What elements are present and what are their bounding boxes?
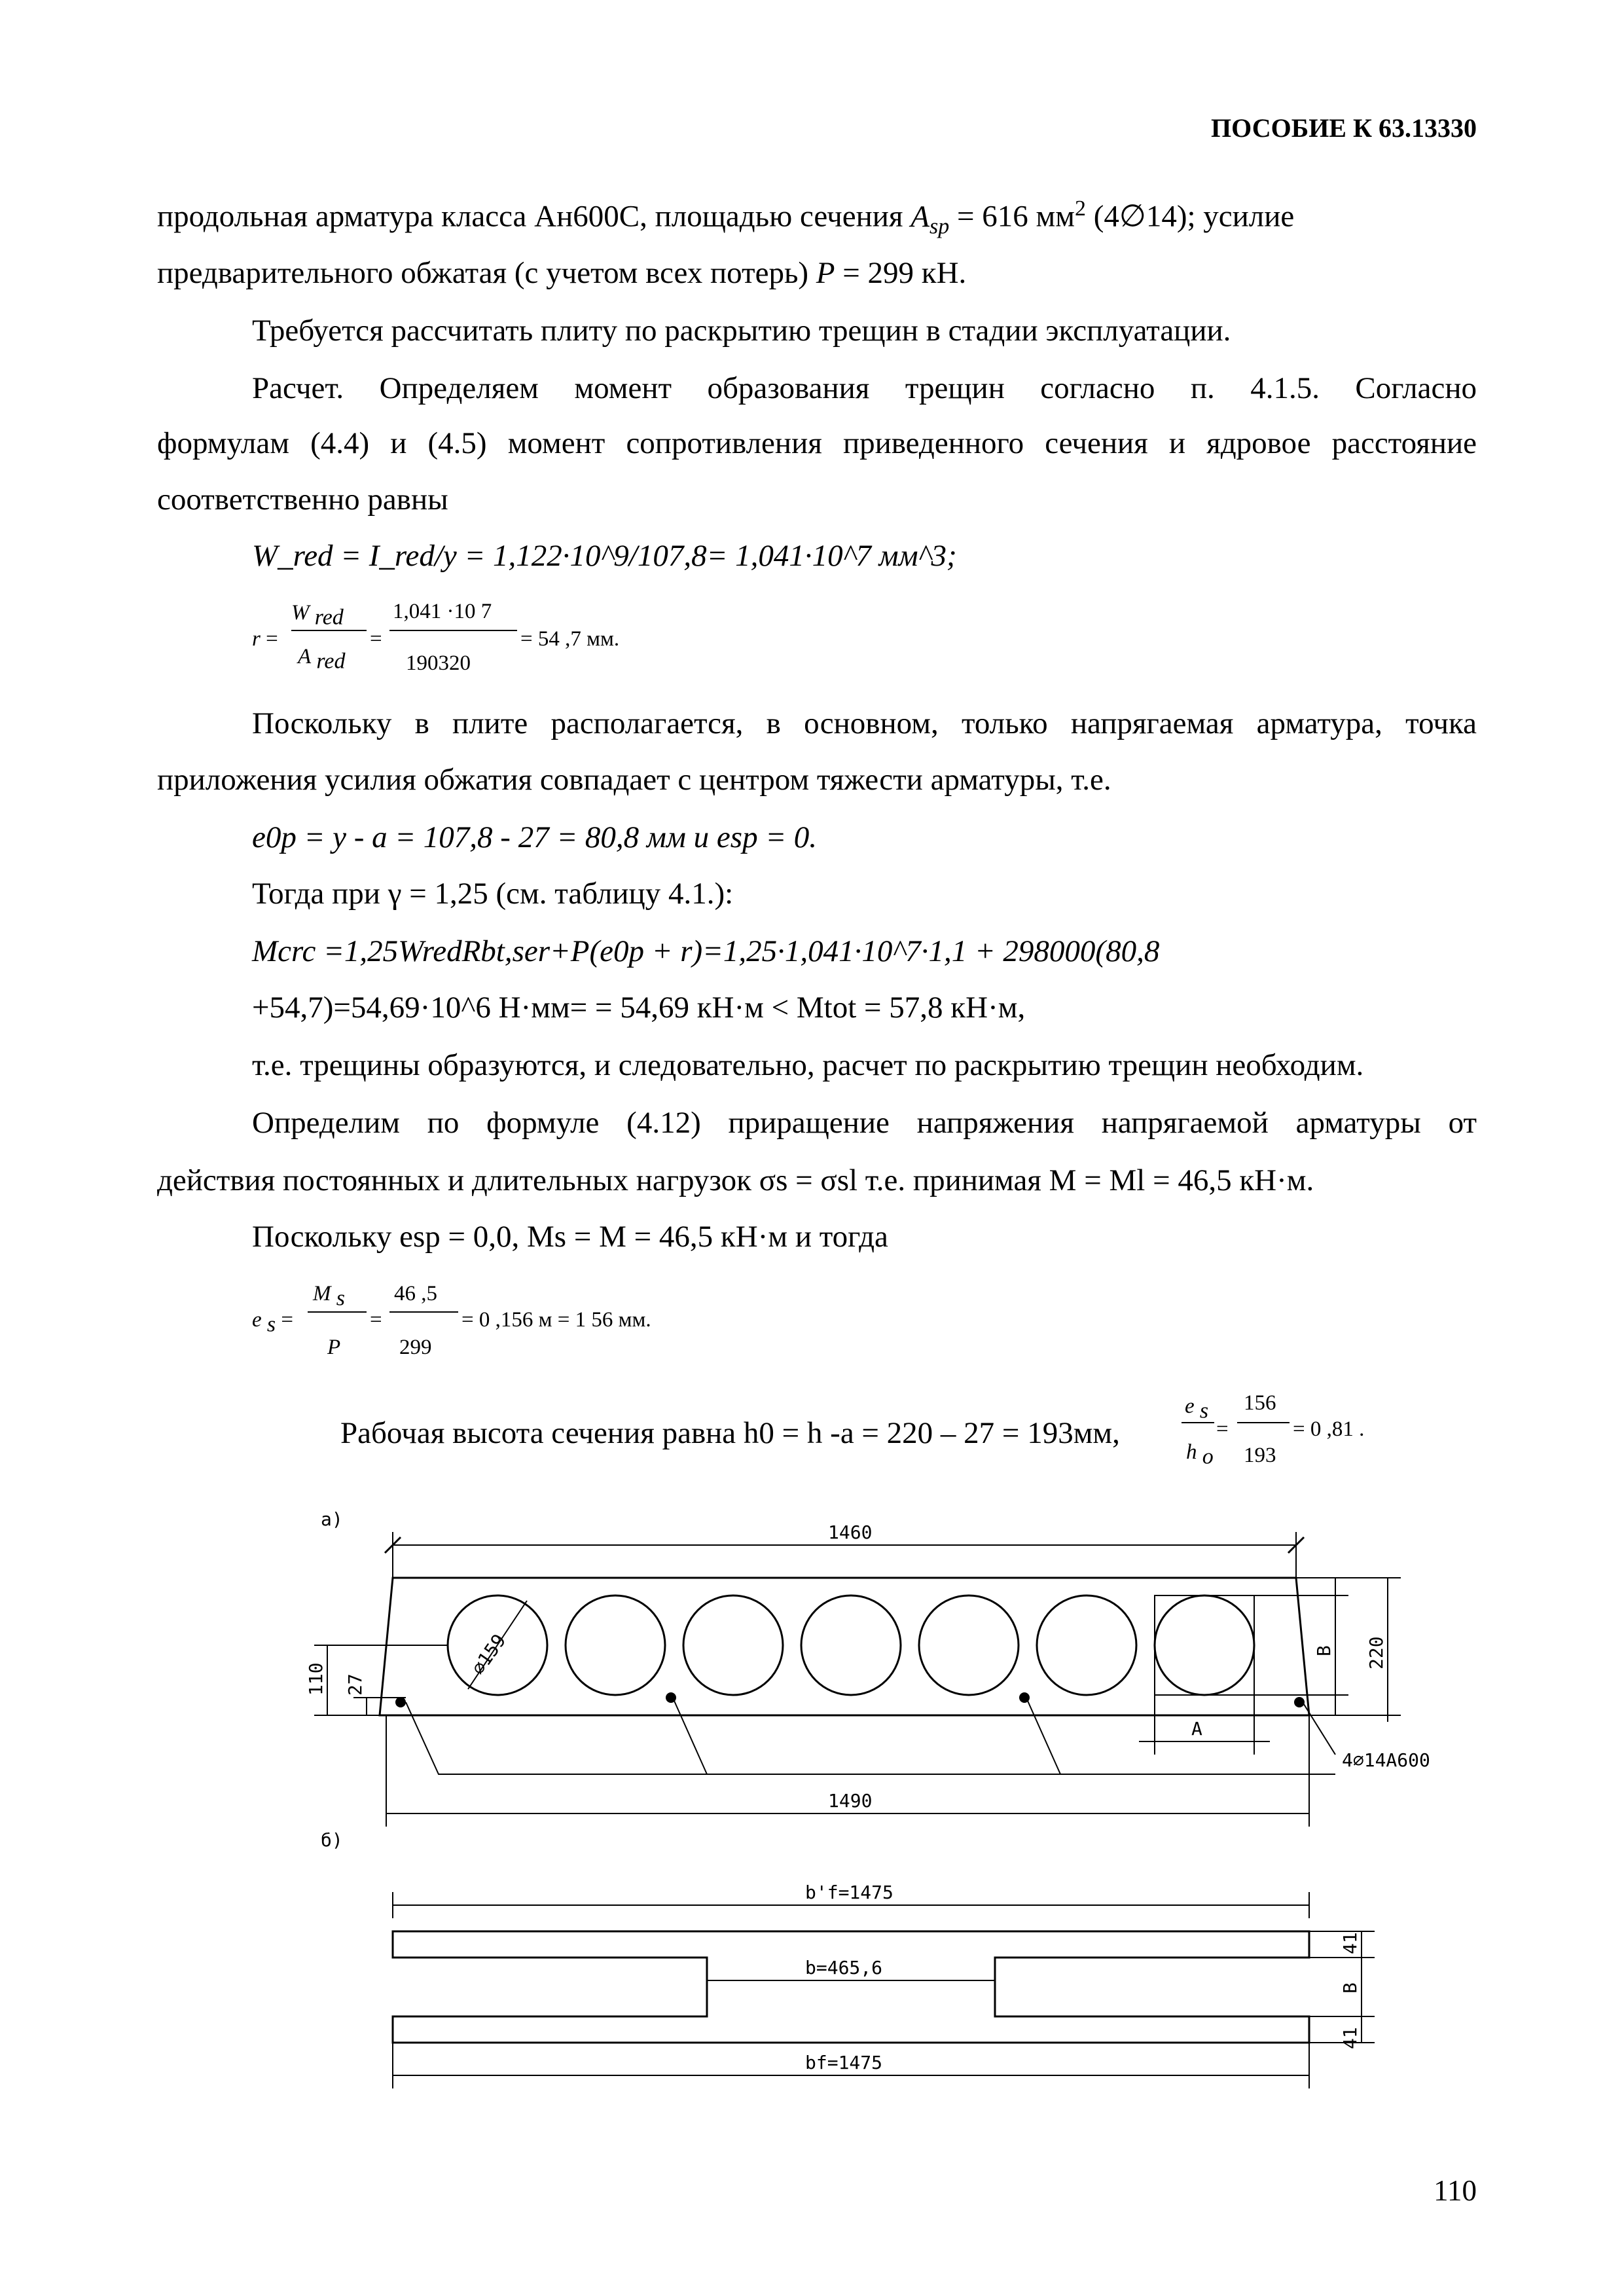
paragraph-3-line-2: формулам (4.4) и (4.5) момент сопротивления приведенного сечения и ядровое расстояние bbox=[157, 426, 1477, 460]
dim-220: 220 bbox=[1365, 1636, 1387, 1669]
dim-1460: 1460 bbox=[828, 1522, 873, 1543]
dim-a: A bbox=[1191, 1718, 1202, 1740]
dim-b-web: b=465,6 bbox=[805, 1957, 883, 1978]
formula-r-result: = 54 ,7 мм. bbox=[520, 627, 620, 651]
paragraph-3-line-3: соответственно равны bbox=[157, 483, 448, 517]
paragraph-5: Тогда при γ = 1,25 (см. таблицу 4.1.): bbox=[252, 877, 734, 911]
dim-bf-bottom: bf=1475 bbox=[805, 2052, 883, 2073]
paragraph-1-line-1: продольная арматура класса Ан600С, площадью сечения $A_{sp} = 616$ $мм^2$ (4∅14); усилие bbox=[157, 196, 1295, 239]
formula-es-result: = 0 ,156 м = 1 56 мм. bbox=[461, 1308, 651, 1332]
dim-110: 110 bbox=[305, 1662, 327, 1696]
page-number: 110 bbox=[1434, 2174, 1477, 2207]
formula-e0p: e0p = y - a = 107,8 - 27 = 80,8 мм и esp = 0. bbox=[252, 820, 818, 854]
paragraph-8: Поскольку esp = 0,0, Ms = M = 46,5 кН·м и тогда bbox=[252, 1220, 888, 1254]
i-section-outline bbox=[393, 1931, 1309, 2043]
formula-w-red: W_red = I_red/y = 1,122·10^9/107,8= 1,041·10^7 мм^3; bbox=[252, 539, 957, 573]
paragraph-7-line-2: действия постоянных и длительных нагрузок σs = σsl т.е. принимая M = Ml = 46,5 кН·м. bbox=[157, 1163, 1314, 1197]
void-circle-2 bbox=[566, 1595, 665, 1695]
dim-bf-top: b'f=1475 bbox=[805, 1882, 893, 1903]
paragraph-7-line-1: Определим по формуле (4.12) приращение напряжения напрягаемой арматуры от bbox=[252, 1106, 1477, 1140]
paragraph-9: Рабочая высота сечения равна h0 = h -a = 220 – 27 = 193мм, bbox=[340, 1416, 1120, 1450]
dim-41-bottom: 41 bbox=[1339, 2027, 1361, 2049]
void-circle-6 bbox=[1037, 1595, 1136, 1695]
paragraph-2: Требуется рассчитать плиту по раскрытию трещин в стадии эксплуатации. bbox=[252, 314, 1231, 348]
paragraph-6: т.е. трещины образуются, и следовательно, расчет по раскрытию трещин необходим. bbox=[252, 1048, 1364, 1082]
rebar-dot-1 bbox=[395, 1697, 406, 1707]
formula-es-denominator: 299 bbox=[399, 1336, 432, 1359]
formula-mcrc-2: +54,7)=54,69·10^6 Н·мм= = 54,69 кН·м < Mtot = 57,8 кН·м, bbox=[252, 991, 1026, 1025]
formula-ratio-denominator: 193 bbox=[1244, 1444, 1276, 1467]
dim-41-top: 41 bbox=[1339, 1932, 1361, 1954]
formula-ratio-numerator: 156 bbox=[1244, 1391, 1276, 1415]
formula-r-numerator: 1,041 ·10 7 bbox=[393, 600, 492, 623]
void-circle-3 bbox=[683, 1595, 783, 1695]
paragraph-1-line-2: предварительного обжатая (с учетом всех потерь) P = 299 кН. bbox=[157, 256, 967, 290]
rebar-label: 4⌀14А600 bbox=[1342, 1749, 1430, 1771]
rebar-dot-4 bbox=[1294, 1697, 1305, 1707]
rebar-dot-2 bbox=[666, 1692, 676, 1703]
dim-b-2: B bbox=[1339, 1982, 1361, 1994]
formula-r-denominator: 190320 bbox=[406, 651, 471, 675]
formula-ratio-result: = 0 ,81 . bbox=[1293, 1417, 1365, 1441]
dim-1490: 1490 bbox=[828, 1790, 873, 1812]
void-circle-4 bbox=[801, 1595, 901, 1695]
void-circle-5 bbox=[919, 1595, 1019, 1695]
paragraph-3-line-1: Расчет. Определяем момент образования трещин согласно п. 4.1.5. Согласно bbox=[252, 371, 1477, 405]
formula-r: r = bbox=[252, 627, 278, 651]
dim-b: B bbox=[1313, 1645, 1335, 1656]
paragraph-4-line-1: Поскольку в плите располагается, в основном, только напрягаемая арматура, точка bbox=[252, 706, 1477, 740]
label-a: а) bbox=[321, 1508, 343, 1530]
void-circle-7 bbox=[1155, 1595, 1254, 1695]
rebar-dot-3 bbox=[1019, 1692, 1030, 1703]
dim-159: ⌀159 bbox=[467, 1630, 511, 1679]
label-b: б) bbox=[321, 1829, 343, 1851]
page-header: ПОСОБИЕ К 63.13330 bbox=[1211, 113, 1477, 143]
dim-27: 27 bbox=[344, 1673, 366, 1696]
paragraph-4-line-2: приложения усилия обжатия совпадает с центром тяжести арматуры, т.е. bbox=[157, 763, 1111, 797]
formula-es-numerator: 46 ,5 bbox=[394, 1282, 437, 1305]
formula-mcrc-1: Mcrc =1,25WredRbt,ser+P(e0p + r)=1,25·1,041·10^7·1,1 + 298000(80,8 bbox=[252, 934, 1160, 968]
